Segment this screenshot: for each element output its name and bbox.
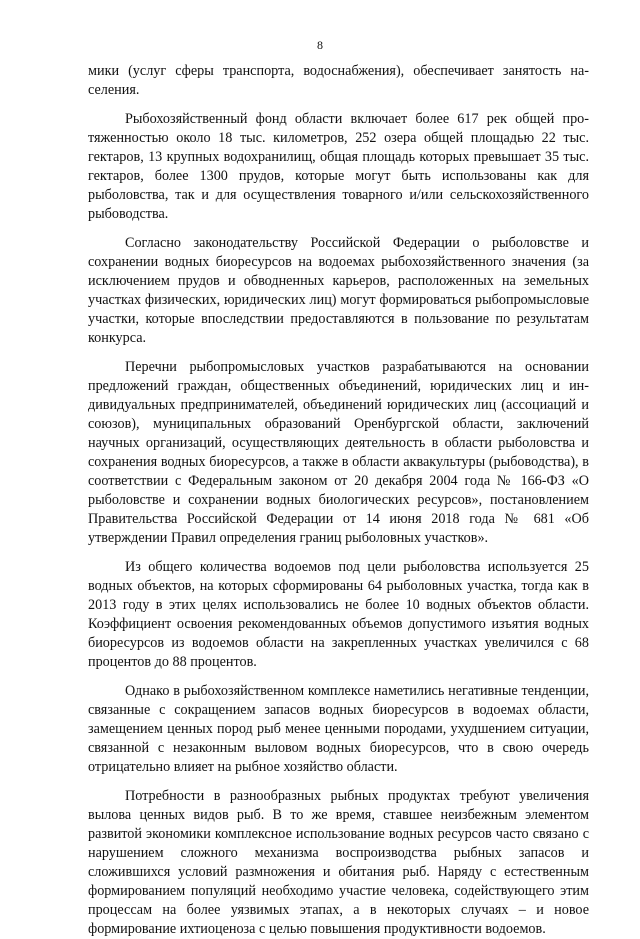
paragraph-gap [88, 777, 589, 787]
paragraph-fish-product-needs: Потребности в разнообразных рыбных продуктах требуют увеличения вылова ценных видов рыб. В то же время, ставшее неизбежным элементом развитой экономики комплексное использование водных ресурсов часто связано с нарушением сложного механизма воспроизводства рыбных запасов и сложившихся условий размножения и обитания рыб. Наряду с естественным формированием популяций необходимо участие человека, содействующего этим процессам на более уязвимых этапах, а в некоторых случаях – и новое формирование ихтиоценоза с целью повышения продуктивности водоемов. [88, 788, 589, 937]
paragraph-water-bodies-count: Из общего количества водоемов под цели рыболовства используется 25 водных объектов, на которых сформированы 64 рыболовных участка, тогда как в 2013 году в этих целях использовались не более 10 водных объектов области. Коэффициент освоения рекомендованных объемов допустимого изъятия водных биоресурсов из водоемов области на закрепленных участках увеличился с 68 процентов до 88 процентов. [88, 559, 589, 670]
paragraph-gap [88, 348, 589, 358]
paragraph-gap [88, 224, 589, 234]
paragraph-legislation: Согласно законодательству Российской Федерации о рыболовстве и сохранении водных биоресурсов на водоемах рыбохозяйственного значения (за исключением прудов и обводненных карьеров, расположенных на земельных участках физических, юридических лиц) могут формироваться рыбопромысловые участки, которые впоследствии предоставляются в пользование по результатам конкурса. [88, 235, 589, 346]
paragraph-fishing-areas-lists: Перечни рыбопромысловых участков разрабатываются на основании предложений граждан, общественных объединений, юридических лиц и индивидуальных предпринимателей, объединений юридических лиц (ассоциаций и союзов), муниципальных образований Оренбургской области, заключений научных организаций, осуществляющих деятельность в области рыболовства и сохранения водных биоресурсов, а также в области аквакультуры (рыбоводства), в соответствии с Федеральным законом от 20 декабря 2004 года № 166-ФЗ «О рыболовстве и сохранении водных биологических ресурсов», постановлением Правительства Российской Федерации от 14 июня 2018 года № 681 «Об утверждении Правил определения границ рыболовных участков». [88, 359, 589, 546]
paragraph-fishery-fund: Рыбохозяйственный фонд области включает более 617 рек общей протяженностью около 18 тыс. километров, 252 озера общей площадью 22 тыс. гектаров, 13 крупных водохранилищ, общая площадь которых превышает 35 тыс. гектаров, более 1300 прудов, которые могут быть использованы как для рыболовства, так и для осуществления товарного и/или сельскохозяйственного рыбоводства. [88, 111, 589, 222]
page-body [88, 62, 589, 939]
paragraph-negative-trends: Однако в рыбохозяйственном комплексе наметились негативные тенденции, связанные с сокращением запасов водных биоресурсов в водоемах области, замещением ценных пород рыб менее ценными породами, ухудшением ситуации, связанной с незаконным выловом водных биоресурсов, что в свою очередь отрицательно влияет на рыбное хозяйство области. [88, 683, 589, 775]
paragraph-gap [88, 100, 589, 110]
paragraph-gap [88, 672, 589, 682]
page-number: 8 [317, 38, 323, 52]
paragraph-gap [88, 548, 589, 558]
paragraph-continuation: мики (услуг сферы транспорта, водоснабжения), обеспечивает занятость населения. [88, 63, 589, 98]
